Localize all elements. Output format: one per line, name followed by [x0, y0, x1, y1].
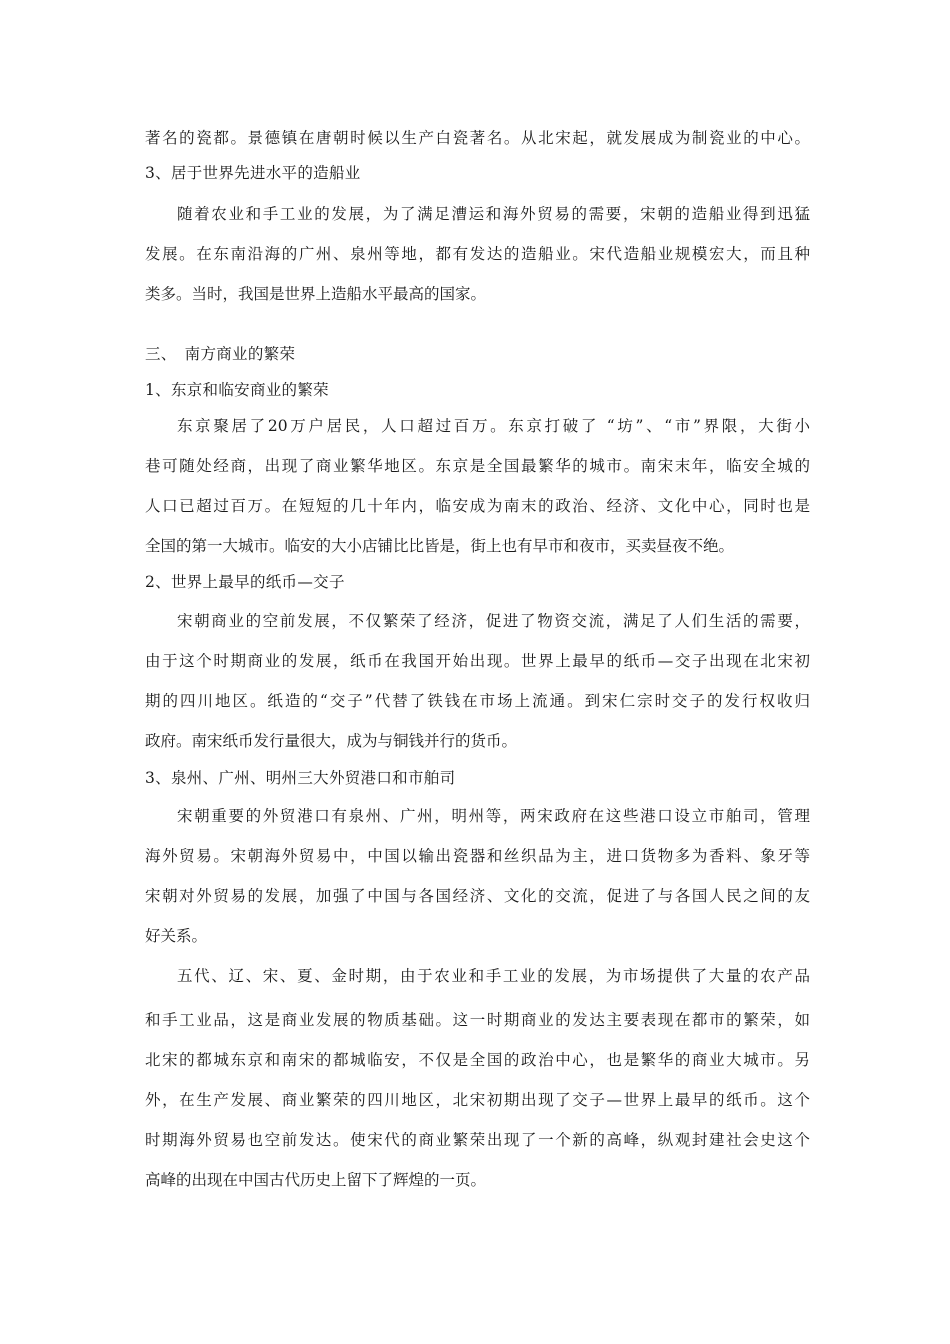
paragraph-line: 巷可随处经商，出现了商业繁华地区。东京是全国最繁华的城市。南宋末年，临安全城的 [145, 457, 810, 475]
paragraph-line: 期的四川地区。纸造的“交子”代替了铁钱在市场上流通。到宋仁宗时交子的发行权收归 [145, 692, 810, 710]
paragraph-line: 宋朝对外贸易的发展，加强了中国与各国经济、文化的交流，促进了与各国人民之间的友 [145, 887, 810, 905]
paragraph-line: 由于这个时期商业的发展，纸币在我国开始出现。世界上最早的纸币—交子出现在北宋初 [145, 652, 810, 670]
paragraph-line: 时期海外贸易也空前发达。使宋代的商业繁荣出现了一个新的高峰，纵观封建社会史这个 [145, 1131, 810, 1149]
subsection-heading: 2、世界上最早的纸币—交子 [145, 573, 345, 591]
paragraph-line: 发展。在东南沿海的广州、泉州等地，都有发达的造船业。宋代造船业规模宏大，而且种 [145, 245, 810, 263]
subsection-heading: 3、泉州、广州、明州三大外贸港口和市舶司 [145, 769, 456, 787]
paragraph-line: 宋朝重要的外贸港口有泉州、广州，明州等，两宋政府在这些港口设立市舶司，管理 [177, 807, 810, 825]
paragraph-line: 类多。当时，我国是世界上造船水平最高的国家。 [145, 285, 487, 303]
paragraph-line: 北宋的都城东京和南宋的都城临安，不仅是全国的政治中心，也是繁华的商业大城市。另 [145, 1051, 810, 1069]
section-heading: 三、 南方商业的繁荣 [145, 345, 296, 363]
paragraph-line: 人口已超过百万。在短短的几十年内，临安成为南末的政治、经济、文化中心，同时也是 [145, 497, 810, 515]
paragraph-line: 随着农业和手工业的发展，为了满足漕运和海外贸易的需要，宋朝的造船业得到迅猛 [177, 205, 810, 223]
paragraph-line: 和手工业品，这是商业发展的物质基础。这一时期商业的发达主要表现在都市的繁荣，如 [145, 1011, 810, 1029]
paragraph-line: 宋朝商业的空前发展，不仅繁荣了经济，促进了物资交流，满足了人们生活的需要， [177, 612, 810, 630]
paragraph-line: 政府。南宋纸币发行量很大，成为与铜钱并行的货币。 [145, 732, 518, 750]
subsection-heading: 1、东京和临安商业的繁荣 [145, 381, 329, 399]
paragraph-line: 海外贸易。宋朝海外贸易中，中国以输出瓷器和丝织品为主，进口货物多为香料、象牙等 [145, 847, 810, 865]
paragraph-line: 东京聚居了20万户居民，人口超过百万。东京打破了 “坊”、“市”界限，大街小 [177, 417, 810, 435]
paragraph-line: 好关系。 [145, 927, 208, 945]
paragraph-line: 外，在生产发展、商业繁荣的四川地区，北宋初期出现了交子—世界上最早的纸币。这个 [145, 1091, 810, 1109]
paragraph-line: 五代、辽、宋、夏、金时期，由于农业和手工业的发展，为市场提供了大量的农产品 [177, 967, 810, 985]
text-line: 著名的瓷都。景德镇在唐朝时候以生产白瓷著名。从北宋起，就发展成为制瓷业的中心。 [145, 129, 810, 147]
paragraph-line: 全国的第一大城市。临安的大小店铺比比皆是，街上也有早市和夜市，买卖昼夜不绝。 [145, 537, 735, 555]
paragraph-line: 高峰的出现在中国古代历史上留下了辉煌的一页。 [145, 1171, 487, 1189]
subsection-heading: 3、居于世界先进水平的造船业 [145, 164, 361, 182]
